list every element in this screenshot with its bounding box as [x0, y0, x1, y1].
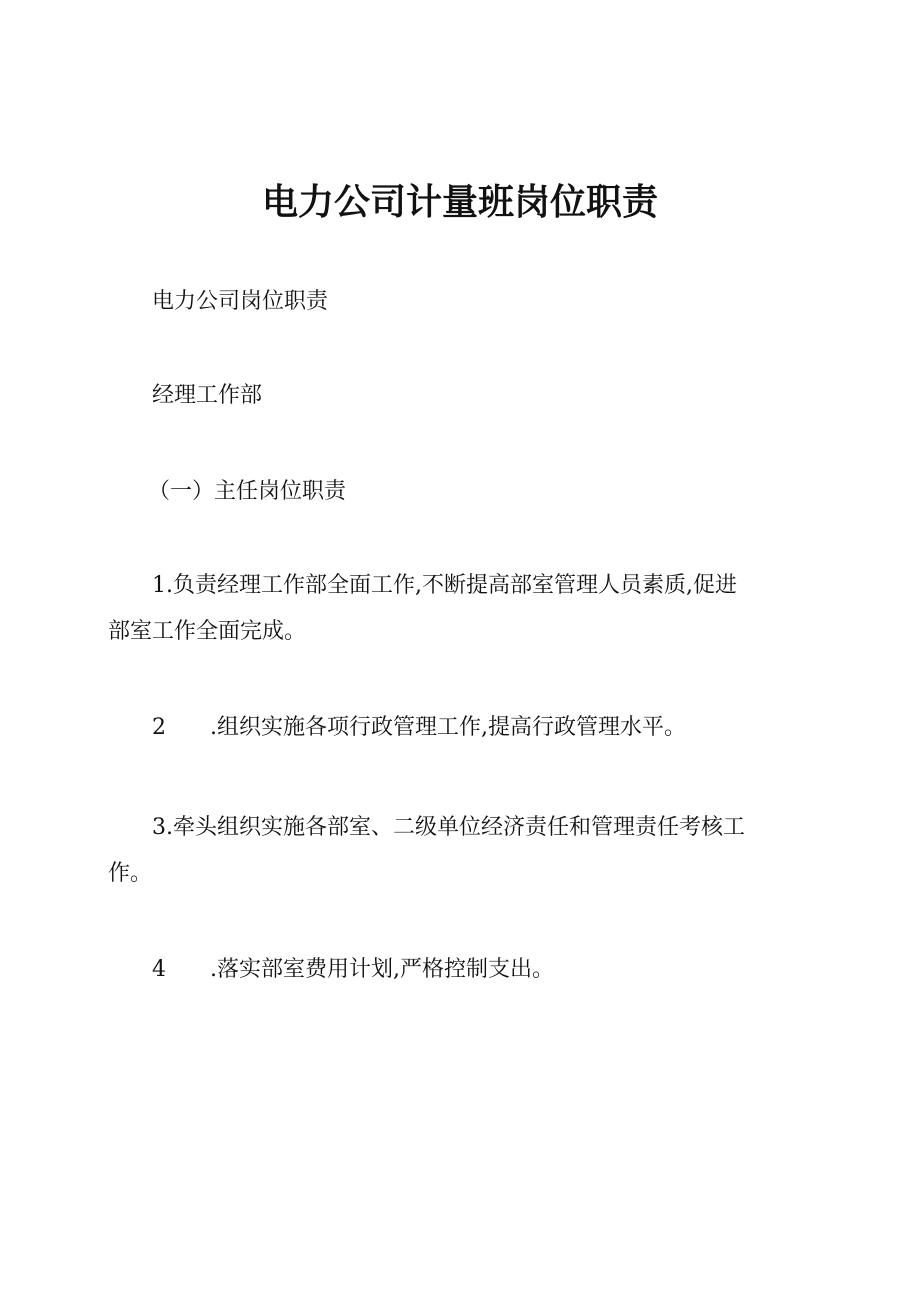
- list-item-1-continuation: 部室工作全面完成。: [108, 619, 307, 644]
- item-text: .落实部室费用计划,严格控制支出。: [210, 957, 554, 982]
- item-text: .牵头组织实施各部室、二级单位经济责任和管理责任考核工: [166, 815, 745, 840]
- item-number: 2: [152, 715, 166, 740]
- item-text: .组织实施各项行政管理工作,提高行政管理水平。: [210, 715, 686, 740]
- list-item-3: [108, 806, 852, 850]
- section-heading: （一）主任岗位职责: [148, 479, 347, 504]
- list-item-2: [108, 706, 852, 750]
- item-number: 4: [152, 957, 166, 982]
- document-title: 电力公司计量班岗位职责: [261, 182, 658, 223]
- item-number: 1: [152, 573, 166, 598]
- list-item-3-continuation: 作。: [108, 861, 153, 886]
- list-item-1: [108, 564, 852, 608]
- list-item-4: [108, 948, 852, 992]
- item-text: .负责经理工作部全面工作,不断提高部室管理人员素质,促进: [166, 573, 737, 598]
- item-number: 3: [152, 815, 166, 840]
- subtitle: 电力公司岗位职责: [152, 289, 329, 314]
- department-heading: 经理工作部: [152, 383, 263, 408]
